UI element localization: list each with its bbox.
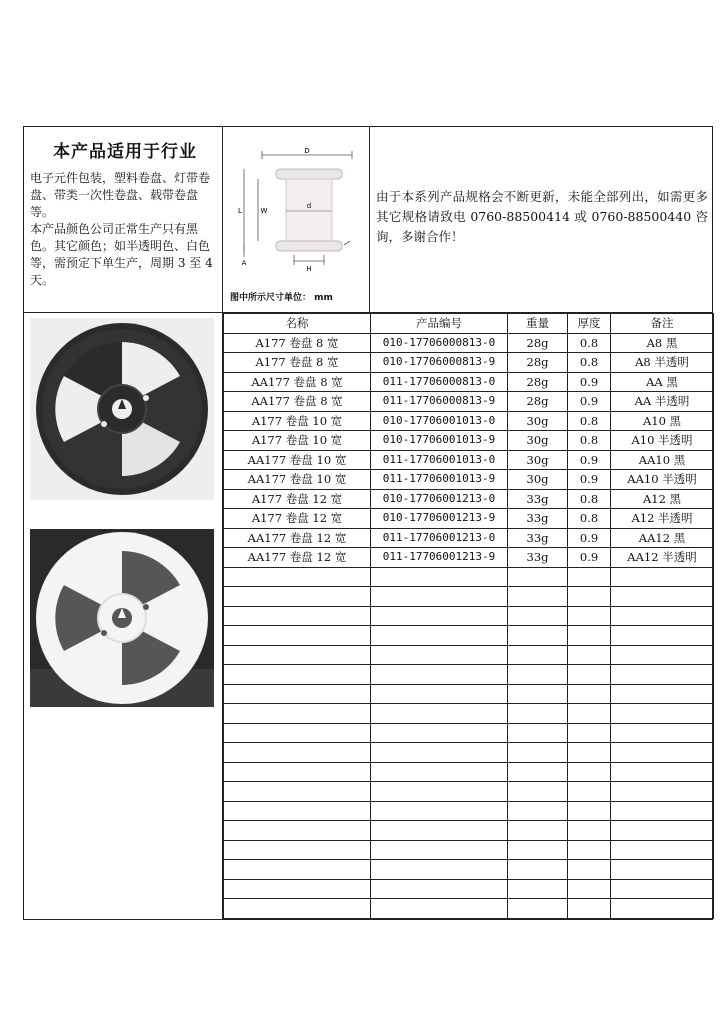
empty-cell (611, 899, 714, 919)
cell-thickness: 0.9 (568, 392, 611, 412)
empty-cell (508, 723, 568, 743)
empty-cell (224, 821, 371, 841)
empty-cell (568, 665, 611, 685)
empty-cell (224, 645, 371, 665)
cell-name: AA177 卷盘 8 宽 (224, 392, 371, 412)
cell-product-code: 010-17706001013-9 (371, 431, 508, 451)
cell-weight: 33g (508, 548, 568, 568)
empty-cell (508, 801, 568, 821)
empty-cell (224, 743, 371, 763)
empty-table-row (224, 879, 714, 899)
cell-name: AA177 卷盘 12 宽 (224, 548, 371, 568)
cell-name: A177 卷盘 8 宽 (224, 353, 371, 373)
empty-cell (224, 587, 371, 607)
spool-dimension-diagram (224, 133, 367, 308)
empty-cell (611, 860, 714, 880)
cell-name: A177 卷盘 12 宽 (224, 489, 371, 509)
cell-thickness: 0.8 (568, 333, 611, 353)
empty-cell (568, 860, 611, 880)
cell-thickness: 0.9 (568, 548, 611, 568)
empty-cell (568, 606, 611, 626)
empty-cell (611, 704, 714, 724)
empty-cell (371, 801, 508, 821)
table-row (224, 509, 714, 529)
empty-cell (371, 782, 508, 802)
cell-thickness: 0.9 (568, 528, 611, 548)
empty-cell (224, 567, 371, 587)
empty-table-row (224, 801, 714, 821)
cell-name: AA177 卷盘 12 宽 (224, 528, 371, 548)
cell-remark: AA12 黑 (611, 528, 714, 548)
empty-cell (508, 684, 568, 704)
empty-table-row (224, 606, 714, 626)
cell-name: A177 卷盘 10 宽 (224, 411, 371, 431)
table-row (224, 548, 714, 568)
empty-cell (611, 743, 714, 763)
table-row (224, 528, 714, 548)
empty-table-row (224, 899, 714, 919)
cell-product-code: 011-17706001213-0 (371, 528, 508, 548)
cell-remark: A8 黑 (611, 333, 714, 353)
empty-cell (568, 840, 611, 860)
empty-table-row (224, 567, 714, 587)
white-reel-icon (30, 529, 214, 707)
empty-cell (371, 821, 508, 841)
empty-table-row (224, 626, 714, 646)
cell-thickness: 0.9 (568, 450, 611, 470)
empty-table-row (224, 821, 714, 841)
cell-product-code: 011-17706000813-0 (371, 372, 508, 392)
intro-paragraph-usage: 电子元件包装，塑料卷盘、灯带卷盘、带类一次性卷盘、载带卷盘等。 (30, 171, 211, 219)
empty-cell (611, 801, 714, 821)
empty-cell (611, 840, 714, 860)
empty-cell (611, 723, 714, 743)
empty-cell (371, 704, 508, 724)
dim-label-A: A (241, 259, 247, 267)
empty-cell (568, 645, 611, 665)
cell-product-code: 011-17706001013-9 (371, 470, 508, 490)
cell-thickness: 0.8 (568, 411, 611, 431)
cell-weight: 30g (508, 450, 568, 470)
cell-remark: A12 黑 (611, 489, 714, 509)
empty-table-row (224, 723, 714, 743)
empty-table-row (224, 665, 714, 685)
empty-cell (508, 860, 568, 880)
dim-label-d: d (306, 202, 312, 210)
cell-remark: AA12 半透明 (611, 548, 714, 568)
cell-name: AA177 卷盘 10 宽 (224, 450, 371, 470)
empty-cell (611, 821, 714, 841)
empty-cell (224, 723, 371, 743)
dim-label-H: H (306, 265, 312, 273)
empty-cell (611, 782, 714, 802)
reel-spec-table (223, 313, 714, 919)
diagram-caption: 图中所示尺寸单位： mm (230, 293, 333, 303)
empty-cell (371, 684, 508, 704)
cell-weight: 28g (508, 372, 568, 392)
cell-weight: 28g (508, 333, 568, 353)
spool-drawing-icon (224, 133, 367, 288)
empty-cell (568, 821, 611, 841)
table-row (224, 470, 714, 490)
empty-cell (224, 879, 371, 899)
cell-weight: 33g (508, 509, 568, 529)
empty-cell (371, 665, 508, 685)
empty-cell (568, 782, 611, 802)
empty-cell (508, 567, 568, 587)
cell-thickness: 0.9 (568, 470, 611, 490)
empty-cell (508, 782, 568, 802)
intro-paragraph-colors: 本产品颜色公司正常生产只有黑色。其它颜色；如半透明色、白色等，需预定下单生产，周期 3 至 4 天。 (30, 222, 213, 287)
cell-remark: A10 黑 (611, 411, 714, 431)
cell-name: AA177 卷盘 8 宽 (224, 372, 371, 392)
empty-cell (371, 606, 508, 626)
empty-cell (508, 840, 568, 860)
spec-update-note: 由于本系列产品规格会不断更新，未能全部列出，如需更多其它规格请致电 0760-88500414 或 0760-88500440 咨询，多谢合作！ (376, 189, 708, 244)
table-row (224, 392, 714, 412)
empty-cell (508, 743, 568, 763)
intro-title: 本产品适用于行业 (53, 142, 197, 162)
cell-weight: 30g (508, 470, 568, 490)
cell-remark: A10 半透明 (611, 431, 714, 451)
empty-cell (224, 626, 371, 646)
header-name: 名称 (224, 314, 371, 334)
cell-product-code: 011-17706001013-0 (371, 450, 508, 470)
cell-remark: A8 半透明 (611, 353, 714, 373)
cell-name: A177 卷盘 8 宽 (224, 333, 371, 353)
cell-weight: 28g (508, 353, 568, 373)
empty-cell (371, 567, 508, 587)
empty-cell (371, 626, 508, 646)
cell-product-code: 011-17706000813-9 (371, 392, 508, 412)
table-row (224, 372, 714, 392)
table-row (224, 333, 714, 353)
cell-thickness: 0.8 (568, 353, 611, 373)
empty-table-row (224, 684, 714, 704)
empty-cell (224, 899, 371, 919)
header-remark: 备注 (611, 314, 714, 334)
cell-thickness: 0.8 (568, 489, 611, 509)
cell-remark: AA10 半透明 (611, 470, 714, 490)
cell-product-code: 011-17706001213-9 (371, 548, 508, 568)
cell-weight: 33g (508, 489, 568, 509)
cell-product-code: 010-17706001213-0 (371, 489, 508, 509)
empty-cell (371, 879, 508, 899)
empty-cell (568, 879, 611, 899)
cell-name: A177 卷盘 10 宽 (224, 431, 371, 451)
empty-cell (224, 801, 371, 821)
empty-cell (371, 840, 508, 860)
header-divider-1 (222, 127, 223, 313)
empty-cell (508, 821, 568, 841)
empty-cell (568, 762, 611, 782)
empty-cell (508, 762, 568, 782)
empty-table-row (224, 743, 714, 763)
empty-cell (371, 899, 508, 919)
empty-cell (371, 587, 508, 607)
empty-cell (568, 723, 611, 743)
table-header-row (224, 314, 714, 334)
empty-cell (611, 567, 714, 587)
empty-table-row (224, 860, 714, 880)
empty-cell (371, 723, 508, 743)
empty-cell (224, 782, 371, 802)
table-row (224, 489, 714, 509)
cell-thickness: 0.9 (568, 372, 611, 392)
cell-weight: 30g (508, 431, 568, 451)
empty-cell (508, 879, 568, 899)
empty-cell (508, 587, 568, 607)
dim-label-W: W (260, 207, 268, 215)
black-reel-photo (30, 318, 214, 500)
empty-cell (568, 684, 611, 704)
dim-label-L: L (238, 207, 242, 215)
cell-remark: A12 半透明 (611, 509, 714, 529)
empty-cell (611, 606, 714, 626)
empty-cell (224, 606, 371, 626)
empty-cell (611, 587, 714, 607)
cell-weight: 30g (508, 411, 568, 431)
cell-thickness: 0.8 (568, 509, 611, 529)
empty-cell (224, 684, 371, 704)
cell-name: A177 卷盘 12 宽 (224, 509, 371, 529)
cell-product-code: 010-17706000813-0 (371, 333, 508, 353)
cell-weight: 33g (508, 528, 568, 548)
empty-cell (224, 840, 371, 860)
empty-table-row (224, 704, 714, 724)
empty-table-row (224, 645, 714, 665)
empty-cell (568, 626, 611, 646)
empty-cell (568, 567, 611, 587)
header-product-code: 产品编号 (371, 314, 508, 334)
cell-remark: AA 黑 (611, 372, 714, 392)
empty-cell (568, 899, 611, 919)
empty-table-row (224, 762, 714, 782)
table-row (224, 450, 714, 470)
header-thickness: 厚度 (568, 314, 611, 334)
empty-cell (611, 665, 714, 685)
cell-product-code: 010-17706001213-9 (371, 509, 508, 529)
header-weight: 重量 (508, 314, 568, 334)
empty-cell (371, 743, 508, 763)
cell-remark: AA10 黑 (611, 450, 714, 470)
white-reel-photo (30, 529, 214, 707)
table-row (224, 431, 714, 451)
empty-cell (611, 684, 714, 704)
empty-cell (611, 645, 714, 665)
empty-cell (568, 704, 611, 724)
empty-cell (224, 665, 371, 685)
spec-sheet (23, 126, 713, 920)
empty-cell (371, 860, 508, 880)
dim-label-D: D (304, 147, 310, 155)
table-row (224, 411, 714, 431)
empty-cell (508, 704, 568, 724)
empty-cell (224, 762, 371, 782)
industry-intro (30, 133, 220, 289)
empty-table-row (224, 782, 714, 802)
empty-cell (224, 860, 371, 880)
cell-thickness: 0.8 (568, 431, 611, 451)
cell-product-code: 010-17706001013-0 (371, 411, 508, 431)
empty-cell (611, 762, 714, 782)
empty-cell (371, 762, 508, 782)
table-row (224, 353, 714, 373)
cell-remark: AA 半透明 (611, 392, 714, 412)
cell-name: AA177 卷盘 10 宽 (224, 470, 371, 490)
empty-cell (508, 665, 568, 685)
empty-table-row (224, 587, 714, 607)
empty-cell (568, 743, 611, 763)
empty-table-row (224, 840, 714, 860)
empty-cell (611, 626, 714, 646)
empty-cell (508, 645, 568, 665)
black-reel-icon (30, 318, 214, 500)
empty-cell (568, 801, 611, 821)
empty-cell (508, 606, 568, 626)
empty-cell (508, 899, 568, 919)
empty-cell (568, 587, 611, 607)
cell-product-code: 010-17706000813-9 (371, 353, 508, 373)
cell-weight: 28g (508, 392, 568, 412)
empty-cell (224, 704, 371, 724)
empty-cell (508, 626, 568, 646)
header-divider-2 (369, 127, 370, 313)
empty-cell (371, 645, 508, 665)
empty-cell (611, 879, 714, 899)
